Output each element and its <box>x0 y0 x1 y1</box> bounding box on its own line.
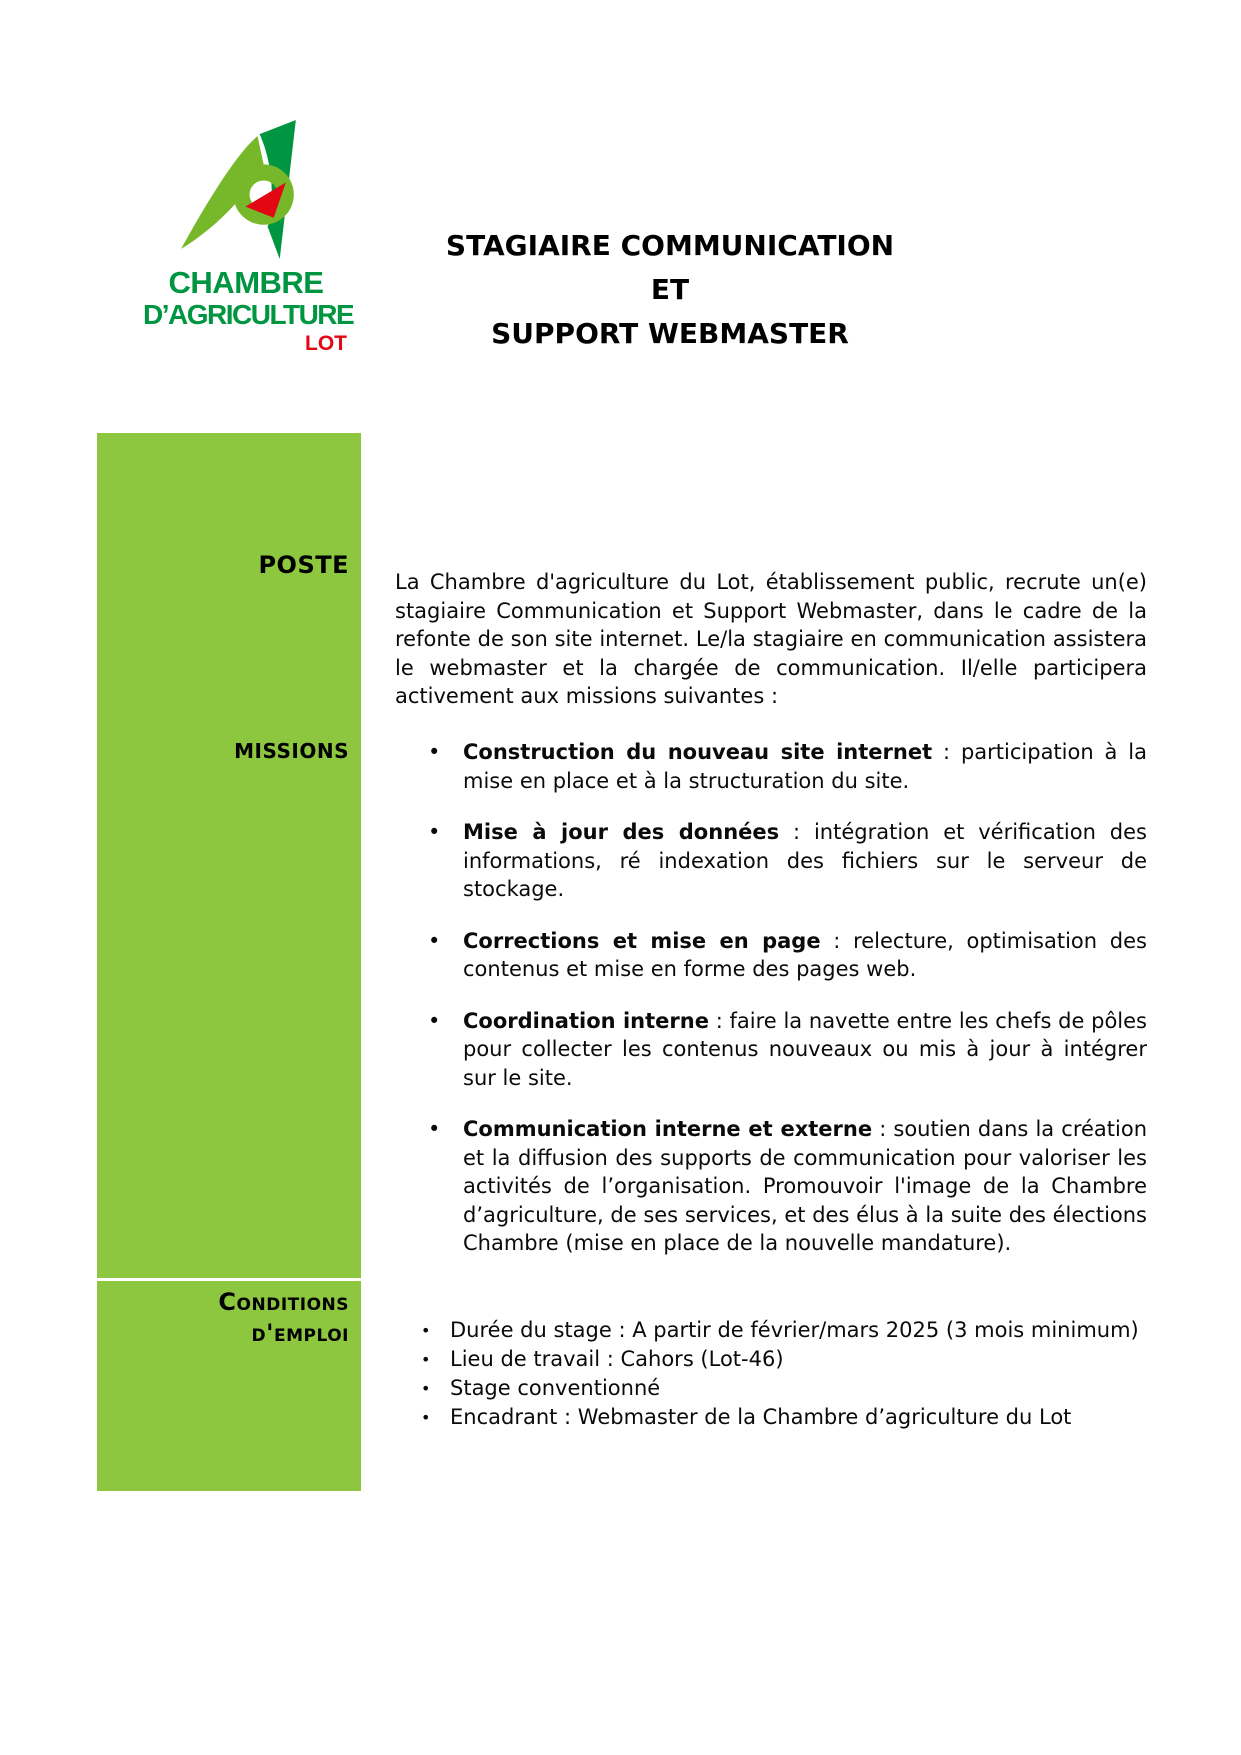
condition-item <box>395 1316 1140 1345</box>
mission-body: : participation à la mise en place et à la structuration du site. <box>463 740 1147 793</box>
mission-item <box>395 738 1147 795</box>
mission-body: : faire la navette entre les chefs de pôles pour collecter les contenus nouveaux ou mis à jour à intégrer sur le site. <box>463 1008 1147 1090</box>
conditions-label-line1: Conditions <box>218 1288 349 1316</box>
mission-body: : intégration et vérification des informations, ré indexation des fichiers sur le serveur de stockage. <box>463 820 1147 901</box>
mission-body: : relecture, optimisation des contenus et mise en forme des pages web. <box>463 928 1147 981</box>
logo-org-line2: D’AGRICULTURE <box>143 299 354 330</box>
logo-a-bowl-shape <box>233 164 293 224</box>
conditions-list <box>395 1316 1140 1432</box>
mission-lead: Construction du nouveau site internet <box>463 740 933 764</box>
missions-list <box>395 738 1147 1281</box>
condition-item <box>395 1374 1140 1403</box>
condition-item <box>395 1403 1140 1432</box>
logo-region-label: LOT <box>305 332 347 355</box>
mission-lead: Mise à jour des données <box>463 820 780 844</box>
section-sidebar <box>97 433 361 1491</box>
condition-item <box>395 1345 1140 1374</box>
title-line-2: ET <box>650 273 690 306</box>
condition-text: Stage conventionné <box>450 1376 661 1400</box>
poste-paragraph: La Chambre d'agriculture du Lot, établissement public, recrute un(e) stagiaire Communication et Support Webmaster, dans le cadre de la refonte de son site internet. Le/la stagiaire en communication assistera le webmaster et la chargée de communication. Il/elle participera activement aux missions suivantes : <box>395 570 1147 708</box>
mission-lead: Communication interne et externe <box>463 1117 873 1141</box>
mission-item <box>395 818 1147 904</box>
poste-section-label: POSTE <box>258 551 349 579</box>
mission-body: : soutien dans la création et la diffusion des supports de communication pour valoriser les activités de l’organisation. Promouvoir l'image de la Chambre d’agriculture, de ses services, et des élus à la suite des élections Chambre (mise en place de la nouvelle mandature). <box>463 1117 1148 1255</box>
logo-wing-shape <box>181 136 264 249</box>
bullet-icon: • <box>421 1350 431 1369</box>
mission-lead: Corrections et mise en page <box>463 928 821 953</box>
bullet-icon: • <box>421 1408 431 1427</box>
mission-item <box>395 1007 1147 1093</box>
bullet-icon: • <box>428 820 441 844</box>
document-title <box>270 224 1070 356</box>
mission-lead: Coordination interne <box>463 1008 709 1033</box>
bullet-icon: • <box>421 1321 431 1340</box>
title-line-1: STAGIAIRE COMMUNICATION <box>445 229 895 262</box>
logo-org-line1: CHAMBRE <box>168 265 324 300</box>
conditions-label-line2: d'emploi <box>251 1319 349 1347</box>
condition-text: Durée du stage : A partir de février/mars 2025 (3 mois minimum) <box>450 1318 1139 1342</box>
condition-text: Encadrant : Webmaster de la Chambre d’agriculture du Lot <box>450 1405 1072 1429</box>
condition-text: Lieu de travail : Cahors (Lot-46) <box>450 1347 784 1371</box>
bullet-icon: • <box>428 1008 441 1033</box>
bullet-icon: • <box>428 928 441 953</box>
mission-item <box>395 1115 1147 1258</box>
bullet-icon: • <box>421 1379 431 1398</box>
missions-section-label: MISSIONS <box>234 739 349 763</box>
bullet-icon: • <box>428 740 441 764</box>
conditions-section-label <box>218 1287 349 1349</box>
mission-item <box>395 927 1147 984</box>
bullet-icon: • <box>428 1117 441 1141</box>
title-line-3: SUPPORT WEBMASTER <box>491 317 849 350</box>
